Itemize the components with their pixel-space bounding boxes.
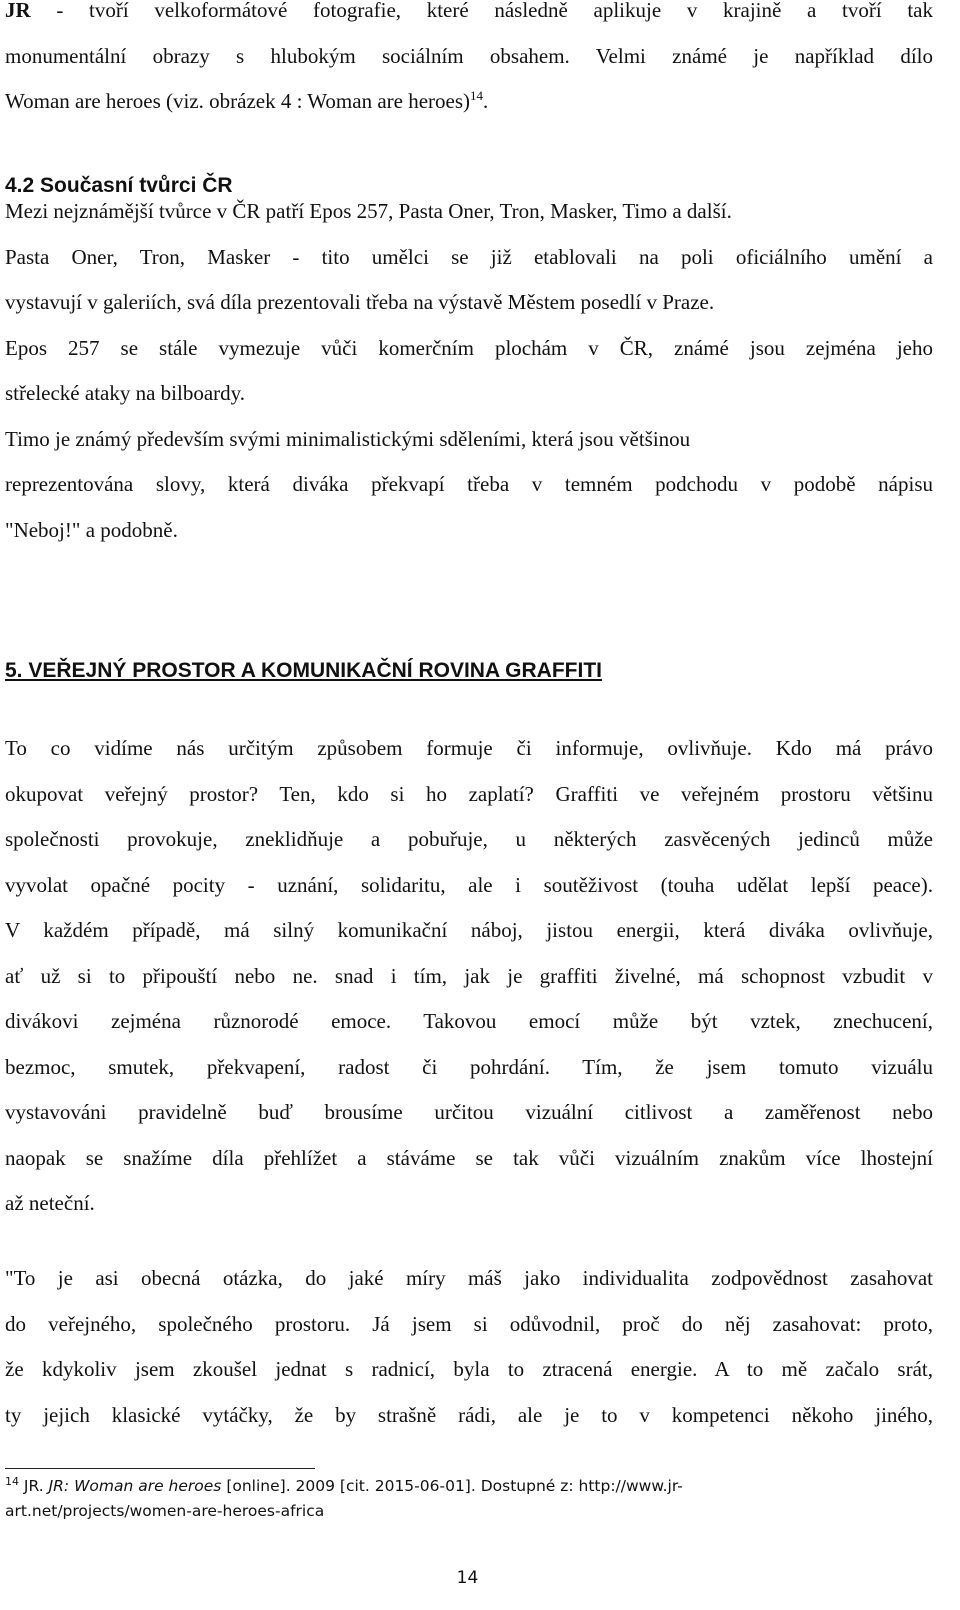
footnote-title: JR: Woman are heroes <box>48 1477 222 1495</box>
text-line: společnosti provokuje, zneklidňuje a pobuřuje, u některých zasvěcených jedinců může <box>5 827 933 851</box>
footnote-ref[interactable]: 14 <box>470 88 484 103</box>
text-line: To co vidíme nás určitým způsobem formuje či informuje, ovlivňuje. Kdo má právo <box>5 736 933 760</box>
text-span: [online]. 2009 [cit. 2015-06-01]. Dostupné z: http://www.jr- <box>221 1477 683 1495</box>
text-line <box>5 79 933 125</box>
text-line: naopak se snažíme díla přehlížet a stáváme se tak vůči vizuálním znakům více lhostejní <box>5 1145 933 1170</box>
text-line: bezmoc, smutek, překvapení, radost či pohrdání. Tím, že jsem tomuto vizuálu <box>5 1054 933 1079</box>
text-line: V každém případě, má silný komunikační náboj, jistou energii, která diváka ovlivňuje, <box>5 918 933 942</box>
text-line: Pasta Oner, Tron, Masker - tito umělci se již etablovali na poli oficiálního umění a <box>5 244 933 269</box>
footnote-url-line[interactable]: art.net/projects/women-are-heroes-africa <box>5 1502 325 1520</box>
text-line: do veřejného, společného prostoru. Já jsem si odůvodnil, proč do něj zasahovat: proto, <box>5 1311 933 1336</box>
page-number: 14 <box>456 1568 479 1588</box>
section-heading-5: 5. VEŘEJNÝ PROSTOR A KOMUNIKAČNÍ ROVINA GRAFFITI <box>5 659 602 682</box>
text-span: . <box>483 89 489 113</box>
text-line: okupovat veřejný prostor? Ten, kdo si ho zaplatí? Graffiti ve veřejném prostoru většinu <box>5 781 933 806</box>
footnote-number: 14 <box>5 1475 19 1488</box>
section-5-quote-paragraph <box>5 1256 933 1438</box>
text-line: divákovi zejména různorodé emoce. Takovou emocí může být vztek, znechucení, <box>5 1009 933 1033</box>
text-line: reprezentována slovy, která diváka překvapí třeba v temném podchodu v podobě nápisu <box>5 472 933 496</box>
text-line: ty jejich klasické vytáčky, že by strašně rádi, ale je to v kompetenci někoho jiného, <box>5 1402 933 1427</box>
text-line <box>5 0 933 34</box>
text-span: Woman are heroes (viz. obrázek 4 : Woman are heroes) <box>5 89 471 113</box>
text-line: ať už si to připouští nebo ne. snad i tím, jak je graffiti živelné, má schopnost vzbudit v <box>5 963 933 988</box>
text-span: - tvoří velkoformátové fotografie, které následně aplikuje v krajině a tvoří tak <box>30 0 933 22</box>
footnote-separator <box>5 1468 315 1469</box>
footnote-14 <box>5 1474 805 1524</box>
text-line: vystavováni pravidelně buď brousíme určitou vizuální citlivost a zaměřenost nebo <box>5 1100 933 1124</box>
text-line: Timo je známý především svými minimalistickými sděleními, která jsou většinou <box>5 426 691 451</box>
text-line: střelecké ataky na bilboardy. <box>5 381 246 405</box>
section-4-2-body <box>5 189 933 553</box>
footnote-line <box>5 1474 805 1499</box>
artist-name-jr: JR <box>5 0 31 22</box>
text-span: JR. <box>19 1477 49 1495</box>
section-5-paragraph-1 <box>5 726 933 1227</box>
intro-paragraph <box>5 0 933 125</box>
text-line: až neteční. <box>5 1191 95 1215</box>
text-line: "To je asi obecná otázka, do jaké míry máš jako individualita zodpovědnost zasahovat <box>5 1266 933 1290</box>
text-line: že kdykoliv jsem zkoušel jednat s radnicí, byla to ztracená energie. A to mě začalo srát, <box>5 1357 933 1381</box>
text-line: monumentální obrazy s hlubokým sociálním obsahem. Velmi známé je například dílo <box>5 43 933 68</box>
text-line: vyvolat opačné pocity - uznání, solidaritu, ale i soutěživost (touha udělat lepší peace). <box>5 872 933 897</box>
text-line: "Neboj!" a podobně. <box>5 517 178 542</box>
text-line: Epos 257 se stále vymezuje vůči komerčním plochám v ČR, známé jsou zejména jeho <box>5 335 933 360</box>
text-line: Mezi nejznámější tvůrce v ČR patří Epos 257, Pasta Oner, Tron, Masker, Timo a další. <box>5 199 732 223</box>
section-heading-4-2: 4.2 Současní tvůrci ČR <box>5 174 233 197</box>
text-line: vystavují v galeriích, svá díla prezentovali třeba na výstavě Městem posedlí v Praze. <box>5 290 715 314</box>
